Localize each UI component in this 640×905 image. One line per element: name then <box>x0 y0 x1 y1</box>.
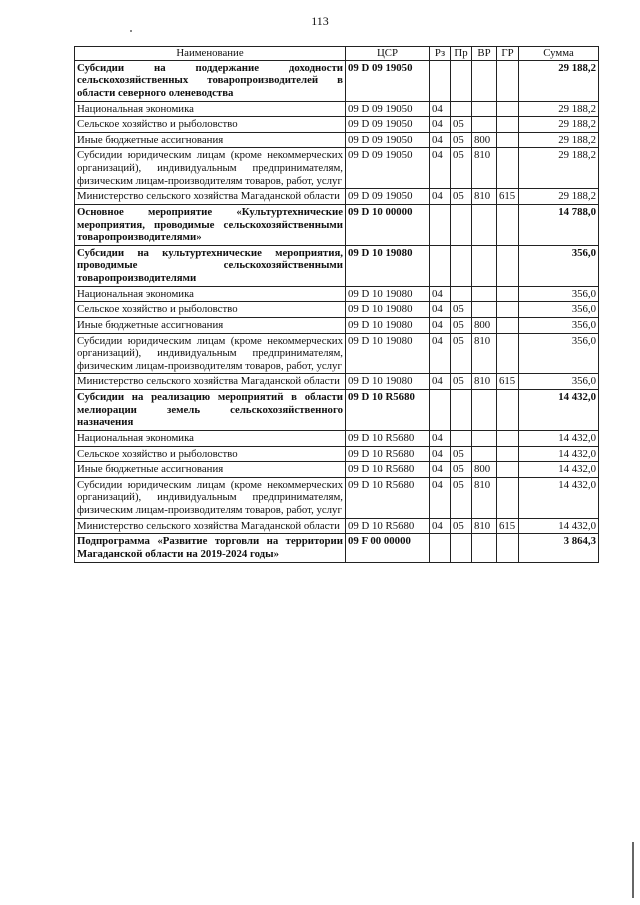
cell-rz: 04 <box>430 317 451 333</box>
table-row <box>75 286 599 302</box>
cell-csr: 09 F 00 00000 <box>346 534 430 562</box>
cell-vr: 810 <box>472 518 497 534</box>
cell-gr: 615 <box>497 189 519 205</box>
cell-pr <box>451 60 472 101</box>
table-row <box>75 462 599 478</box>
cell-csr: 09 D 10 19080 <box>346 317 430 333</box>
cell-pr: 05 <box>451 117 472 133</box>
cell-name: Сельское хозяйство и рыболовство <box>75 446 346 462</box>
cell-vr <box>472 430 497 446</box>
cell-pr <box>451 286 472 302</box>
table-row <box>75 60 599 101</box>
cell-pr: 05 <box>451 374 472 390</box>
cell-rz: 04 <box>430 333 451 374</box>
cell-name: Подпрограмма «Развитие торговли на территории Магаданской области на 2019-2024 годы» <box>75 534 346 562</box>
cell-rz: 04 <box>430 302 451 318</box>
cell-rz: 04 <box>430 430 451 446</box>
page-number: 113 <box>311 14 329 28</box>
cell-pr: 05 <box>451 317 472 333</box>
cell-pr <box>451 430 472 446</box>
cell-vr: 800 <box>472 132 497 148</box>
cell-name: Министерство сельского хозяйства Магаданской области <box>75 518 346 534</box>
cell-csr: 09 D 09 19050 <box>346 189 430 205</box>
cell-sum: 14 432,0 <box>519 390 599 431</box>
cell-name: Национальная экономика <box>75 430 346 446</box>
cell-csr: 09 D 10 19080 <box>346 333 430 374</box>
cell-csr: 09 D 10 R5680 <box>346 430 430 446</box>
cell-sum: 356,0 <box>519 333 599 374</box>
cell-pr: 05 <box>451 333 472 374</box>
cell-vr: 810 <box>472 148 497 189</box>
cell-sum: 3 864,3 <box>519 534 599 562</box>
cell-rz <box>430 60 451 101</box>
cell-gr <box>497 101 519 117</box>
table-row <box>75 534 599 562</box>
cell-vr: 810 <box>472 374 497 390</box>
cell-csr: 09 D 09 19050 <box>346 101 430 117</box>
header-pr: Пр <box>451 47 472 61</box>
cell-sum: 356,0 <box>519 374 599 390</box>
cell-rz: 04 <box>430 148 451 189</box>
table-row <box>75 302 599 318</box>
cell-pr <box>451 534 472 562</box>
cell-pr <box>451 245 472 286</box>
cell-pr: 05 <box>451 148 472 189</box>
cell-pr <box>451 390 472 431</box>
cell-vr <box>472 117 497 133</box>
budget-table <box>74 46 599 563</box>
cell-pr: 05 <box>451 477 472 518</box>
cell-pr: 05 <box>451 518 472 534</box>
cell-csr: 09 D 10 00000 <box>346 204 430 245</box>
cell-rz: 04 <box>430 189 451 205</box>
cell-sum: 14 432,0 <box>519 430 599 446</box>
cell-gr: 615 <box>497 374 519 390</box>
header-vr: ВР <box>472 47 497 61</box>
cell-vr <box>472 245 497 286</box>
cell-rz <box>430 390 451 431</box>
cell-sum: 29 188,2 <box>519 101 599 117</box>
cell-csr: 09 D 09 19050 <box>346 132 430 148</box>
cell-vr <box>472 446 497 462</box>
cell-rz: 04 <box>430 477 451 518</box>
cell-sum: 356,0 <box>519 286 599 302</box>
cell-sum: 14 788,0 <box>519 204 599 245</box>
cell-rz <box>430 204 451 245</box>
cell-gr <box>497 390 519 431</box>
table-row <box>75 446 599 462</box>
cell-sum: 29 188,2 <box>519 60 599 101</box>
cell-rz <box>430 245 451 286</box>
cell-pr: 05 <box>451 302 472 318</box>
cell-gr <box>497 60 519 101</box>
header-name: Наименование <box>75 47 346 61</box>
cell-name: Субсидии юридическим лицам (кроме некоммерческих организаций), индивидуальным предпринимателям, физическим лицам-производителям товаров, работ, услуг <box>75 477 346 518</box>
cell-gr <box>497 477 519 518</box>
cell-csr: 09 D 09 19050 <box>346 60 430 101</box>
cell-name: Министерство сельского хозяйства Магаданской области <box>75 374 346 390</box>
table-row <box>75 333 599 374</box>
table-row <box>75 374 599 390</box>
cell-pr: 05 <box>451 462 472 478</box>
cell-name: Национальная экономика <box>75 286 346 302</box>
table-row <box>75 189 599 205</box>
cell-name: Сельское хозяйство и рыболовство <box>75 117 346 133</box>
cell-gr <box>497 462 519 478</box>
cell-pr: 05 <box>451 132 472 148</box>
table-row <box>75 101 599 117</box>
cell-rz: 04 <box>430 132 451 148</box>
cell-pr: 05 <box>451 446 472 462</box>
header-sum: Сумма <box>519 47 599 61</box>
cell-vr <box>472 60 497 101</box>
cell-rz: 04 <box>430 462 451 478</box>
cell-name: Министерство сельского хозяйства Магаданской области <box>75 189 346 205</box>
margin-mark <box>632 842 634 898</box>
cell-rz: 04 <box>430 101 451 117</box>
cell-gr <box>497 534 519 562</box>
cell-sum: 14 432,0 <box>519 477 599 518</box>
cell-sum: 356,0 <box>519 245 599 286</box>
cell-pr: 05 <box>451 189 472 205</box>
cell-rz: 04 <box>430 117 451 133</box>
cell-csr: 09 D 10 19080 <box>346 302 430 318</box>
table-row <box>75 518 599 534</box>
table-row <box>75 132 599 148</box>
scan-speck <box>130 30 132 32</box>
cell-sum: 14 432,0 <box>519 462 599 478</box>
table-row <box>75 245 599 286</box>
table-row <box>75 204 599 245</box>
cell-gr <box>497 317 519 333</box>
cell-vr <box>472 302 497 318</box>
cell-vr <box>472 390 497 431</box>
table-row <box>75 117 599 133</box>
cell-name: Субсидии на реализацию мероприятий в области мелиорации земель сельскохозяйственного назначения <box>75 390 346 431</box>
cell-rz: 04 <box>430 446 451 462</box>
cell-gr <box>497 148 519 189</box>
cell-csr: 09 D 10 R5680 <box>346 390 430 431</box>
table-row <box>75 390 599 431</box>
cell-rz: 04 <box>430 374 451 390</box>
cell-gr <box>497 302 519 318</box>
cell-vr: 810 <box>472 477 497 518</box>
cell-vr <box>472 101 497 117</box>
table-header-row <box>75 47 599 61</box>
cell-sum: 356,0 <box>519 302 599 318</box>
cell-gr <box>497 430 519 446</box>
cell-name: Субсидии юридическим лицам (кроме некоммерческих организаций), индивидуальным предпринимателям, физическим лицам-производителям товаров, работ, услуг <box>75 148 346 189</box>
table-row <box>75 477 599 518</box>
cell-csr: 09 D 10 19080 <box>346 286 430 302</box>
cell-csr: 09 D 10 R5680 <box>346 477 430 518</box>
cell-gr <box>497 446 519 462</box>
cell-name: Сельское хозяйство и рыболовство <box>75 302 346 318</box>
cell-rz: 04 <box>430 518 451 534</box>
cell-vr: 810 <box>472 333 497 374</box>
cell-csr: 09 D 10 19080 <box>346 374 430 390</box>
cell-gr <box>497 132 519 148</box>
table-row <box>75 148 599 189</box>
cell-sum: 14 432,0 <box>519 518 599 534</box>
cell-csr: 09 D 10 R5680 <box>346 462 430 478</box>
cell-sum: 29 188,2 <box>519 189 599 205</box>
cell-vr: 800 <box>472 462 497 478</box>
cell-sum: 29 188,2 <box>519 117 599 133</box>
cell-gr <box>497 286 519 302</box>
cell-vr <box>472 534 497 562</box>
cell-gr <box>497 245 519 286</box>
cell-gr <box>497 204 519 245</box>
header-gr: ГР <box>497 47 519 61</box>
table-row <box>75 430 599 446</box>
cell-vr <box>472 204 497 245</box>
cell-sum: 29 188,2 <box>519 148 599 189</box>
cell-vr <box>472 286 497 302</box>
cell-csr: 09 D 10 19080 <box>346 245 430 286</box>
cell-gr <box>497 333 519 374</box>
cell-csr: 09 D 10 R5680 <box>346 446 430 462</box>
cell-name: Иные бюджетные ассигнования <box>75 317 346 333</box>
cell-sum: 356,0 <box>519 317 599 333</box>
cell-gr <box>497 117 519 133</box>
cell-pr <box>451 101 472 117</box>
cell-vr: 810 <box>472 189 497 205</box>
cell-name: Иные бюджетные ассигнования <box>75 462 346 478</box>
cell-csr: 09 D 10 R5680 <box>346 518 430 534</box>
header-rz: Рз <box>430 47 451 61</box>
header-csr: ЦСР <box>346 47 430 61</box>
cell-name: Национальная экономика <box>75 101 346 117</box>
cell-name: Субсидии на поддержание доходности сельскохозяйственных товаропроизводителей в области северного оленеводства <box>75 60 346 101</box>
cell-name: Основное мероприятие «Культуртехнические мероприятия, проводимые сельскохозяйственными товаропроизводителями» <box>75 204 346 245</box>
cell-sum: 14 432,0 <box>519 446 599 462</box>
cell-rz <box>430 534 451 562</box>
cell-pr <box>451 204 472 245</box>
cell-csr: 09 D 09 19050 <box>346 117 430 133</box>
cell-name: Субсидии на культуртехнические мероприятия, проводимые сельскохозяйственными товаропроизводителями <box>75 245 346 286</box>
cell-gr: 615 <box>497 518 519 534</box>
cell-name: Иные бюджетные ассигнования <box>75 132 346 148</box>
cell-vr: 800 <box>472 317 497 333</box>
cell-sum: 29 188,2 <box>519 132 599 148</box>
cell-rz: 04 <box>430 286 451 302</box>
cell-name: Субсидии юридическим лицам (кроме некоммерческих организаций), индивидуальным предпринимателям, физическим лицам-производителям товаров, работ, услуг <box>75 333 346 374</box>
cell-csr: 09 D 09 19050 <box>346 148 430 189</box>
table-row <box>75 317 599 333</box>
